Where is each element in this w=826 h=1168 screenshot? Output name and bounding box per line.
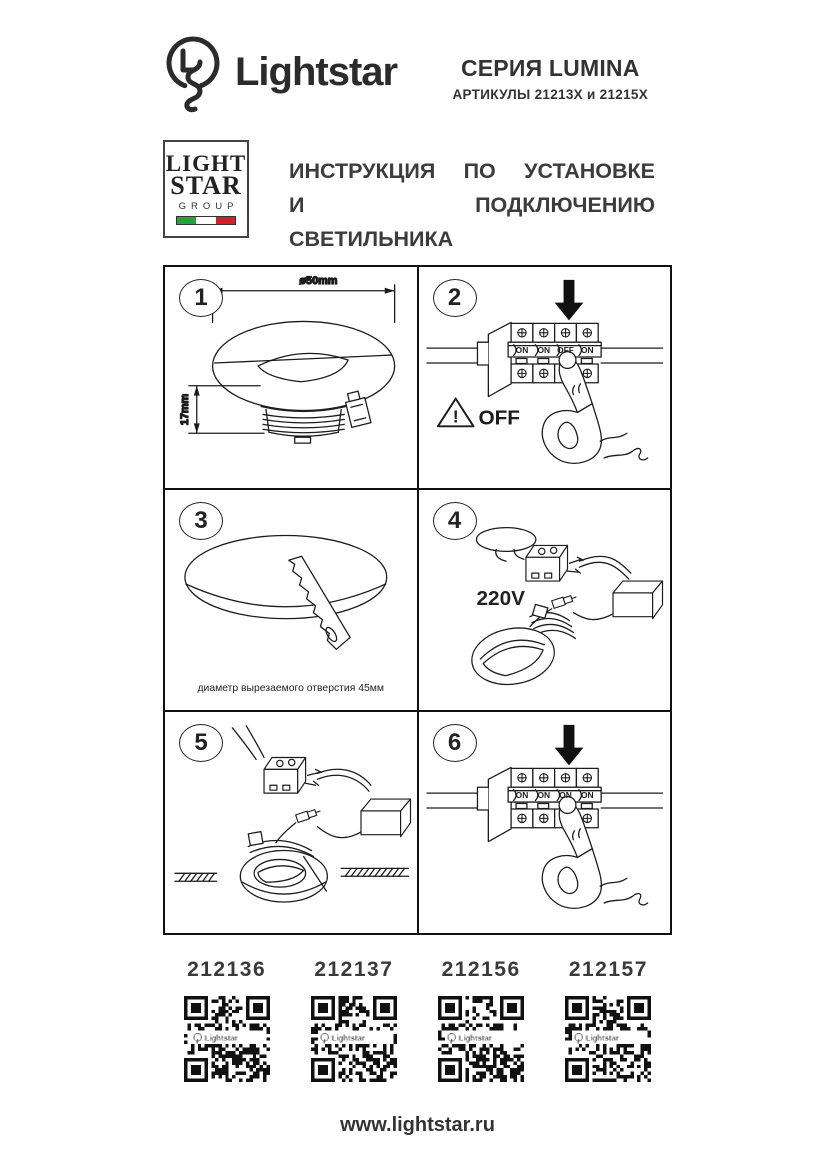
qr-code (311, 996, 397, 1082)
qr-code (184, 996, 270, 1082)
wire-to-plug (317, 827, 363, 838)
step-3-caption: диаметр вырезаемого отверстия 45мм (197, 682, 385, 694)
product-column (290, 958, 417, 1082)
document-title (289, 154, 655, 256)
warning-off-label: OFF (477, 406, 520, 430)
qr-code (438, 996, 524, 1082)
wire-to-driver (317, 770, 370, 792)
step-4-panel (418, 489, 672, 712)
breaker-label: ON (515, 790, 528, 801)
product-codes-row (163, 958, 672, 1082)
dim-width-label: ø50mm (299, 274, 338, 287)
lightstar-group-logo (163, 140, 249, 238)
document-title-line1: ИНСТРУКЦИЯ ПО УСТАНОВКЕ (289, 159, 655, 183)
product-code: 212157 (568, 958, 648, 981)
dim-height-label: 17mm (178, 393, 191, 426)
breaker-label: ON (580, 345, 594, 356)
header (163, 36, 672, 114)
breaker-label: ON (536, 345, 550, 356)
saw-blade (289, 556, 350, 649)
lightstar-bulb-icon (163, 36, 223, 114)
ceiling-hole (476, 527, 535, 551)
document-title-line2: И ПОДКЛЮЧЕНИЮ СВЕТИЛЬНИКА (289, 193, 655, 251)
luminaire-drawing (213, 321, 395, 443)
logo-box-light: LIGHT (165, 150, 247, 176)
logo-box-star: STAR (170, 170, 242, 200)
qr-code (565, 996, 651, 1082)
step-3-number: 3 (179, 502, 223, 540)
warning-mark: ! (452, 406, 459, 427)
italian-flag-icon (176, 216, 236, 225)
product-column (418, 958, 545, 1082)
brand-wordmark: Lightstar (235, 49, 398, 94)
breaker-label: ON (558, 790, 572, 801)
step-2-panel (418, 266, 672, 489)
series-title: СЕРИЯ LUMINA (460, 54, 640, 81)
luminaire-drawing (240, 832, 327, 902)
step-5-number: 5 (179, 724, 223, 762)
product-code: 212137 (314, 958, 394, 981)
articles-line: АРТИКУЛЫ 21213X и 21215X (452, 86, 648, 102)
wire-to-plug (573, 612, 615, 619)
step-1-panel (164, 266, 418, 489)
step-5-panel (164, 711, 418, 934)
mains-wires (232, 726, 264, 760)
product-code: 212136 (187, 958, 267, 981)
product-column (163, 958, 290, 1082)
product-column (545, 958, 672, 1082)
mounting-clip (344, 390, 371, 427)
voltage-label: 220V (475, 586, 525, 610)
step-6-panel (418, 711, 672, 934)
step-3-panel (164, 489, 418, 712)
product-code: 212156 (441, 958, 521, 981)
wire-to-lamp (276, 823, 296, 843)
breaker-label: ON (536, 790, 550, 801)
step-1-number: 1 (179, 279, 223, 317)
instruction-grid (163, 265, 672, 935)
step-2-number: 2 (433, 279, 477, 317)
title-row (163, 140, 672, 256)
website-footer: www.lightstar.ru (340, 1114, 495, 1136)
header-series-block (452, 55, 648, 102)
wire-to-driver (579, 556, 630, 579)
luminaire-drawing (467, 604, 575, 690)
breaker-label: ON (580, 790, 594, 801)
step-6-number: 6 (433, 724, 477, 762)
breaker-label: OFF (556, 345, 574, 356)
logo-box-group: GROUP (178, 201, 239, 213)
step-4-number: 4 (433, 502, 477, 540)
breaker-label: ON (515, 345, 528, 356)
